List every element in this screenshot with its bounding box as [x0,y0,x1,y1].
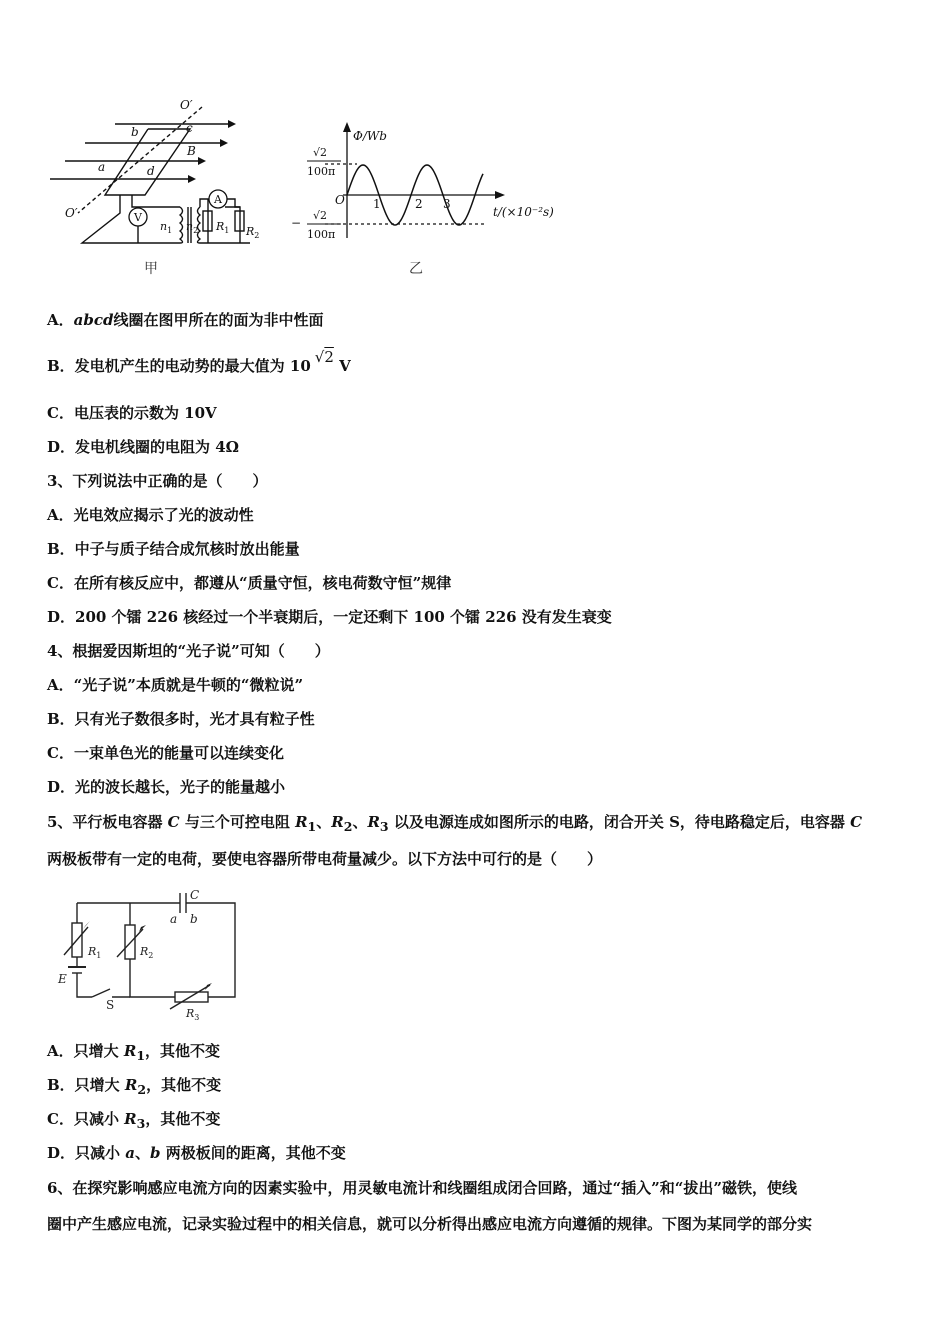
trough-sign: − [291,216,302,230]
figure-flux-graph [285,120,570,245]
q4-option-d: D．光的波长越长，光子的能量越小 [47,778,286,796]
tick-label: 1 [373,197,381,211]
q5-option-b: B．只增大 $R_2$，其他不变 [47,1076,222,1097]
q2-option-d: D．发电机线圈的电阻为 4Ω [47,438,240,456]
q2-option-c: C．电压表的示数为 10V [47,404,217,422]
circuit-label-r3: $R_3$ [186,1007,200,1020]
label-d: d [147,164,155,178]
q5-option-d: D．只减小 a、b 两极板间的距离，其他不变 [47,1144,346,1162]
circuit-label-b: b [190,912,198,926]
circuit-label-r1: $R_1$ [88,945,102,960]
q6-line-1: 6、在探究影响感应电流方向的因素实验中，用灵敏电流计和线圈组成闭合回路，通过“插入”和“拔出”磁铁，使线 [47,1179,797,1197]
trough-value-numerator: √2 [313,209,328,222]
q5-option-c: C．只减小 $R_3$，其他不变 [47,1110,221,1131]
q3-option-c: C．在所有核反应中，都遵从“质量守恒，核电荷数守恒”规律 [47,574,452,592]
q4-option-b: B．只有光子数很多时，光才具有粒子性 [47,710,315,728]
label-r2: $R_2$ [246,225,260,240]
peak-value-numerator: √2 [313,146,328,159]
q5-stem-line-1: 5、平行板电容器 C 与三个可控电阻 $R_1$、$R_2$、$R_3$ 以及电源连成如图所示的电路，闭合开关 S，待电路稳定后，电容器 C [47,813,863,834]
q6-line-2: 圈中产生感应电流，记录实验过程中的相关信息，就可以分析得出感应电流方向遵循的规律。下图为某同学的部分实 [47,1215,813,1233]
trough-value-denominator: 100π [307,228,336,241]
q5-option-a: A．只增大 $R_1$，其他不变 [47,1042,221,1063]
q3-option-a: A．光电效应揭示了光的波动性 [47,506,254,524]
q5-stem-line-2: 两极板带有一定的电荷，要使电容器所带电荷量减少。以下方法中可行的是（ ） [47,850,603,868]
label-c: c [186,121,193,135]
tick-label: 3 [443,197,451,211]
q5-circuit-diagram [50,885,250,1020]
label-o-prime-bottom: O′ [65,206,78,220]
q2-option-b: B．发电机产生的电动势的最大值为 10 √2 V [47,348,351,375]
label-a: a [98,160,106,174]
tick-label: 2 [415,197,423,211]
q3-option-b: B．中子与质子结合成氘核时放出能量 [47,540,300,558]
circuit-label-s: S [106,998,115,1012]
q3-stem: 3、下列说法中正确的是（ ） [47,472,268,490]
circuit-label-a: a [170,912,178,926]
q2-option-a: A．abcd线圈在图甲所在的面为非中性面 [47,311,324,329]
figure-generator-caption: 甲 [144,261,158,277]
label-n1: $n_1$ [160,220,173,235]
q4-option-c: C．一束单色光的能量可以连续变化 [47,744,284,762]
label-o-prime-top: O′ [180,98,193,112]
circuit-label-e: E [58,972,67,986]
q3-option-d: D．200 个镭 226 核经过一个半衰期后，一定还剩下 100 个镭 226 没有发生衰变 [47,608,612,626]
label-field-b: B [187,144,196,158]
x-axis-label: t/(×10⁻²s) [493,205,554,219]
figure-graph-caption: 乙 [409,261,423,277]
peak-value-denominator: 100π [307,165,336,178]
figure-generator-diagram [40,95,270,255]
circuit-label-r2: $R_2$ [140,945,154,960]
q4-stem: 4、根据爱因斯坦的“光子说”可知（ ） [47,642,330,660]
label-n2: $n_2$ [186,220,199,235]
voltmeter-label: V [134,211,142,224]
circuit-label-c: C [190,888,200,902]
ammeter-label: A [214,193,222,206]
origin-label: O [335,193,345,207]
y-axis-label: Φ/Wb [353,129,387,143]
label-r1: $R_1$ [216,220,230,235]
q4-option-a: A．“光子说”本质就是牛顿的“微粒说” [47,676,304,694]
label-b: b [131,125,139,139]
